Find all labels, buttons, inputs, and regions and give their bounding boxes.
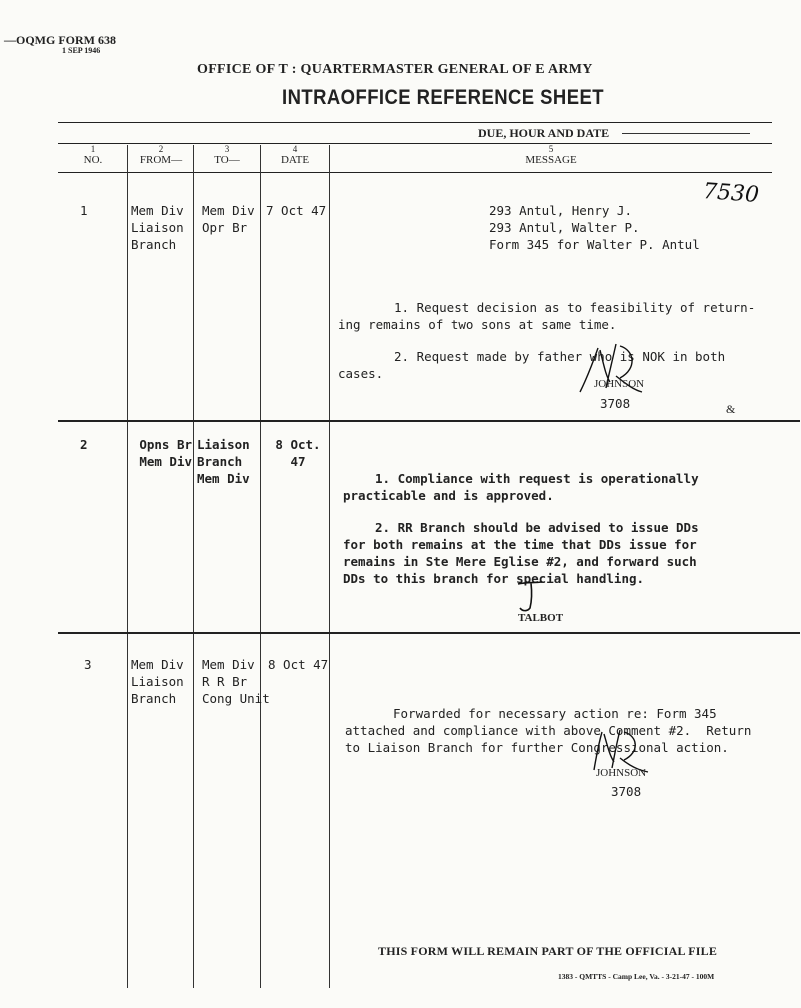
entry-1-paragraph-1: 1. Request decision as to feasibility of return- ing remains of two sons at same time. bbox=[338, 300, 756, 332]
col-divider-4 bbox=[329, 145, 330, 988]
footer-printer: 1383 - QMTTS - Camp Lee, Va. - 3-21-47 - 100M bbox=[558, 972, 715, 981]
entry-1-handwritten-number: 7530 bbox=[702, 179, 760, 208]
entry-1-subject: 293 Antul, Henry J. 293 Antul, Walter P. Form 345 for Walter P. Antul bbox=[489, 203, 700, 252]
entry-2-signature: TALBOT bbox=[518, 612, 564, 624]
form-number: —OQMG FORM 638 bbox=[4, 33, 116, 47]
entry-2-paragraph-1: 1. Compliance with request is operationally practicable and is approved. bbox=[343, 471, 699, 503]
entry-1-paragraph-2: 2. Request made by father who is NOK in both cases. bbox=[338, 349, 726, 381]
row-separator-1 bbox=[58, 420, 800, 422]
entry-2-from: Opns Br Mem Div bbox=[139, 437, 192, 469]
col-message-header: 5 MESSAGE bbox=[525, 144, 577, 166]
entry-1-to: Mem Div Opr Br bbox=[202, 203, 255, 235]
rule-header-top bbox=[58, 143, 772, 144]
footer-notice: THIS FORM WILL REMAIN PART OF THE OFFICIAL FILE bbox=[378, 944, 718, 958]
entry-3-code: 3708 bbox=[611, 784, 642, 799]
entry-3-date: 8 Oct 47 bbox=[268, 657, 329, 672]
entry-1-mark: & bbox=[726, 402, 736, 416]
col-divider-1 bbox=[127, 145, 128, 988]
entry-2-to: Liaison Branch Mem Div bbox=[197, 437, 250, 486]
entry-3-paragraph-1: Forwarded for necessary action re: Form 345 attached and compliance with above Comment #2. Return to Liaison Branch for further Congressional action. bbox=[345, 706, 752, 755]
entry-2-signature-scrawl bbox=[512, 578, 552, 614]
entry-2-date: 8 Oct. 47 bbox=[275, 437, 321, 469]
entry-1-number: 1 bbox=[80, 203, 88, 218]
col-date-header: 4 DATE bbox=[280, 144, 310, 166]
entry-1-signature: JOHNSON bbox=[594, 378, 645, 390]
col-from-header: 2 FROM— bbox=[139, 144, 183, 166]
col-no-header: 1 NO. bbox=[83, 144, 103, 166]
entry-1-code: 3708 bbox=[600, 396, 631, 411]
col-divider-2 bbox=[193, 145, 194, 988]
form-date: 1 SEP 1946 bbox=[62, 46, 101, 55]
row-separator-2 bbox=[58, 632, 800, 634]
rule-top bbox=[58, 122, 772, 123]
entry-3-signature: JOHNSON bbox=[596, 767, 647, 779]
due-label: DUE, HOUR AND DATE bbox=[478, 126, 610, 140]
due-line bbox=[622, 133, 750, 134]
entry-3-from: Mem Div Liaison Branch bbox=[131, 657, 184, 706]
entry-3-number: 3 bbox=[84, 657, 92, 672]
sheet-title: INTRAOFFICE REFERENCE SHEET bbox=[282, 86, 604, 109]
rule-header-bottom bbox=[58, 172, 772, 173]
entry-3-to: Mem Div R R Br Cong Unit bbox=[202, 657, 270, 706]
entry-1-from: Mem Div Liaison Branch bbox=[131, 203, 184, 252]
entry-2-paragraph-2: 2. RR Branch should be advised to issue DDs for both remains at the time that DDs issue for remains in Ste Mere Eglise #2, and forward such DDs to this branch for special handling. bbox=[343, 520, 699, 586]
entry-1-date: 7 Oct 47 bbox=[266, 203, 327, 218]
office-title: OFFICE OF T : QUARTERMASTER GENERAL OF E ARMY bbox=[197, 62, 593, 77]
col-to-header: 3 TO— bbox=[214, 144, 240, 166]
entry-2-number: 2 bbox=[80, 437, 88, 452]
col-divider-3 bbox=[260, 145, 261, 988]
